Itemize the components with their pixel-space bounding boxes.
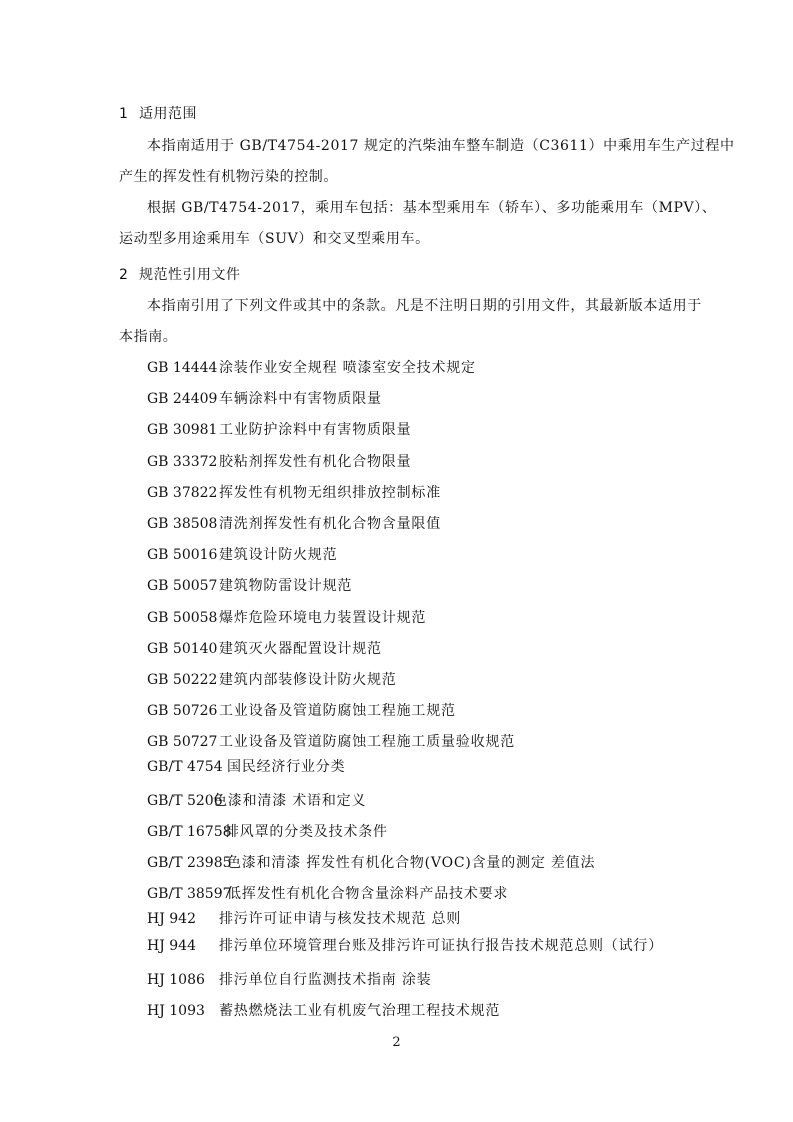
reference-code: HJ 942 <box>147 911 196 927</box>
reference-code: GB 50222 <box>147 672 218 688</box>
reference-code: GB 14444 <box>147 360 218 376</box>
reference-code: GB/T 16758 <box>147 824 232 840</box>
reference-title: 排污单位环境管理台账及排污许可证执行报告技术规范总则（试行） <box>219 938 663 954</box>
reference-title: 色漆和清漆 挥发性有机化合物(VOC)含量的测定 差值法 <box>227 855 596 871</box>
reference-code: GB 37822 <box>147 485 218 501</box>
reference-item <box>147 935 663 955</box>
reference-title: 色漆和清漆 术语和定义 <box>213 793 367 809</box>
reference-item <box>147 790 366 810</box>
section-number: 2 <box>119 267 129 283</box>
section-title: 适用范围 <box>139 106 197 122</box>
reference-item <box>147 357 476 377</box>
paragraph-line: 本指南引用了下列文件或其中的条款。凡是不注明日期的引用文件，其最新版本适用于 <box>147 298 702 314</box>
reference-item <box>147 821 388 841</box>
reference-title: 车辆涂料中有害物质限量 <box>219 391 382 407</box>
reference-title: 挥发性有机物无组织排放控制标准 <box>219 485 441 501</box>
reference-code: GB/T 5206 <box>147 793 223 809</box>
reference-item <box>147 482 441 502</box>
reference-title: 排风罩的分类及技术条件 <box>225 824 388 840</box>
section-heading-scope <box>119 103 197 123</box>
reference-title: 建筑内部装修设计防火规范 <box>219 672 397 688</box>
paragraph-line: 本指南。 <box>119 329 178 345</box>
paragraph-line: 运动型多用途乘用车（SUV）和交叉型乘用车。 <box>119 231 430 247</box>
reference-title: 涂装作业安全规程 喷漆室安全技术规定 <box>219 360 476 376</box>
reference-item <box>147 969 431 989</box>
reference-code: GB 50727 <box>147 734 218 750</box>
reference-code: HJ 944 <box>147 938 196 954</box>
reference-title: 工业设备及管道防腐蚀工程施工规范 <box>219 703 456 719</box>
reference-code: GB 50016 <box>147 547 218 563</box>
paragraph-line: 根据 GB/T4754-2017，乘用车包括：基本型乘用车（轿车）、多功能乘用车（MPV）、 <box>147 200 717 216</box>
paragraph-line: 产生的挥发性有机物污染的控制。 <box>119 169 338 185</box>
reference-item <box>147 513 441 533</box>
reference-title: 工业设备及管道防腐蚀工程施工质量验收规范 <box>219 734 515 750</box>
reference-code: GB 50726 <box>147 703 218 719</box>
reference-code: GB 50057 <box>147 578 218 594</box>
reference-title: 建筑设计防火规范 <box>219 547 338 563</box>
reference-code: GB 50058 <box>147 610 218 626</box>
reference-title: 清洗剂挥发性有机化合物含量限值 <box>219 516 441 532</box>
reference-item <box>147 1000 500 1020</box>
reference-code: GB/T 23985 <box>147 855 232 871</box>
reference-title: 国民经济行业分类 <box>227 759 346 775</box>
reference-code: GB 24409 <box>147 391 218 407</box>
reference-code: GB 30981 <box>147 422 218 438</box>
paragraph-line: 本指南适用于 GB/T4754-2017 规定的汽柴油车整车制造（C3611）中乘用车生产过程中 <box>147 138 735 154</box>
reference-code: GB 50140 <box>147 641 218 657</box>
section-heading-references <box>119 264 241 284</box>
reference-item <box>147 908 461 928</box>
reference-item <box>147 731 515 751</box>
reference-title: 排污单位自行监测技术指南 涂装 <box>219 972 432 988</box>
reference-code: GB 38508 <box>147 516 218 532</box>
reference-code: GB/T 38597 <box>147 886 232 902</box>
section-title: 规范性引用文件 <box>139 267 241 283</box>
reference-item <box>147 700 456 720</box>
reference-title: 蓄热燃烧法工业有机废气治理工程技术规范 <box>219 1003 501 1019</box>
reference-code: HJ 1086 <box>147 972 205 988</box>
reference-item <box>147 883 508 903</box>
reference-title: 工业防护涂料中有害物质限量 <box>219 422 412 438</box>
reference-code: GB 33372 <box>147 454 218 470</box>
reference-item <box>147 852 595 872</box>
reference-title: 低挥发性有机化合物含量涂料产品技术要求 <box>227 886 509 902</box>
reference-title: 建筑物防雷设计规范 <box>219 578 353 594</box>
reference-title: 爆炸危险环境电力装置设计规范 <box>219 610 427 626</box>
reference-title: 排污许可证申请与核发技术规范 总则 <box>219 911 462 927</box>
reference-item <box>147 451 411 471</box>
reference-item <box>147 419 411 439</box>
reference-code: GB/T 4754 <box>147 759 223 775</box>
reference-item <box>147 388 382 408</box>
reference-item <box>147 669 397 689</box>
section-number: 1 <box>119 106 129 122</box>
reference-item <box>147 607 426 627</box>
reference-item <box>147 638 382 658</box>
reference-item <box>147 575 352 595</box>
page-number: 2 <box>392 1035 401 1050</box>
reference-code: HJ 1093 <box>147 1003 205 1019</box>
reference-item <box>147 544 337 564</box>
reference-item <box>147 756 345 776</box>
reference-title: 胶粘剂挥发性有机化合物限量 <box>219 454 412 470</box>
reference-title: 建筑灭火器配置设计规范 <box>219 641 382 657</box>
